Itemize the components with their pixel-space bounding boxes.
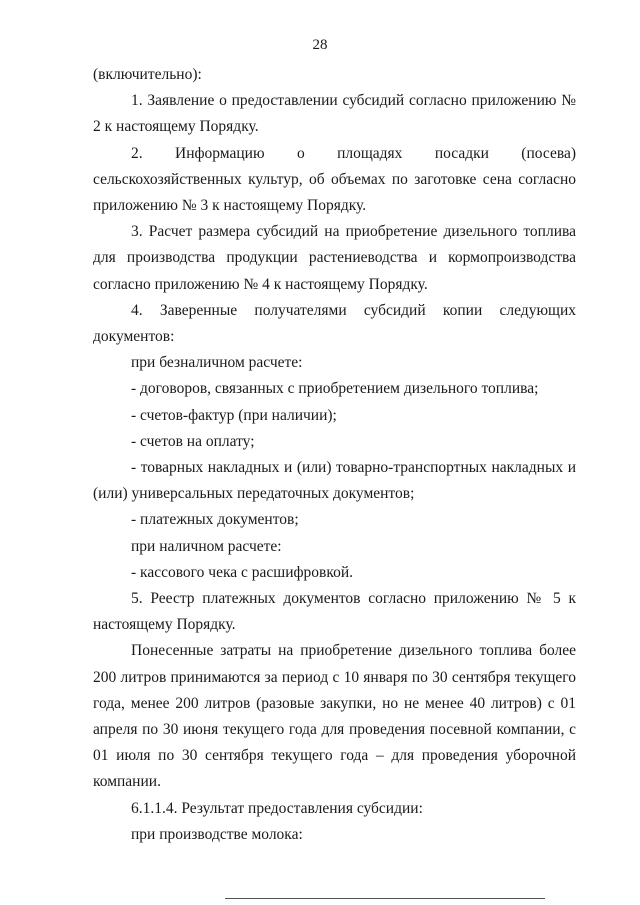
list-item-receipt: - кассового чека с расшифровкой. [131, 563, 354, 581]
list-heading-cashless: при безналичном расчете: [131, 354, 303, 372]
page-bottom-rule [225, 898, 545, 899]
list-item-payment-docs: - платежных документов; [131, 511, 299, 529]
list-item-payment-bills: - счетов на оплату; [131, 432, 255, 450]
paragraph-item-5: 5. Реестр платежных документов согласно приложению № 5 к настоящему Порядку. [93, 590, 576, 634]
section-heading-6-1-1-4: 6.1.1.4. Результат предоставления субсидии: [131, 799, 423, 817]
list-item-contracts: - договоров, связанных с приобретением дизельного топлива; [131, 380, 539, 398]
paragraph-item-3: 3. Расчет размера субсидий на приобретение дизельного топлива для производства продукции растениеводства и кормопроизводства согласно приложению № 4 к настоящему Порядку. [93, 223, 576, 293]
document-body [93, 62, 576, 848]
page-number: 28 [312, 37, 328, 53]
list-item-invoices: - счетов-фактур (при наличии); [131, 406, 337, 424]
paragraph-item-4: 4. Заверенные получателями субсидий копии следующих документов: [93, 301, 576, 346]
paragraph-item-2: 2. Информацию о площадях посадки (посева) сельскохозяйственных культур, об объемах по заготовке сена согласно приложению № 3 к настоящему Порядку. [93, 144, 576, 215]
paragraph-item-1: 1. Заявление о предоставлении субсидий согласно приложению № 2 к настоящему Порядку. [93, 92, 576, 136]
list-heading-cash: при наличном расчете: [131, 537, 282, 555]
paragraph-continuation: (включительно): [93, 66, 202, 83]
paragraph-milk: при производстве молока: [131, 825, 303, 843]
paragraph-costs: Понесенные затраты на приобретение дизельного топлива более 200 литров принимаются за период с 10 января по 30 сентября текущего года, менее 200 литров (разовые закупки, но не менее 40 литров) с 01 апреля по 30 июня текущего года для проведения посевной компании, с 01 июля по 30 сентября текущего года – для проведения уборочной компании. [93, 642, 576, 791]
list-item-waybills: - товарных накладных и (или) товарно-транспортных накладных и (или) универсальных передаточных документов; [93, 459, 576, 503]
